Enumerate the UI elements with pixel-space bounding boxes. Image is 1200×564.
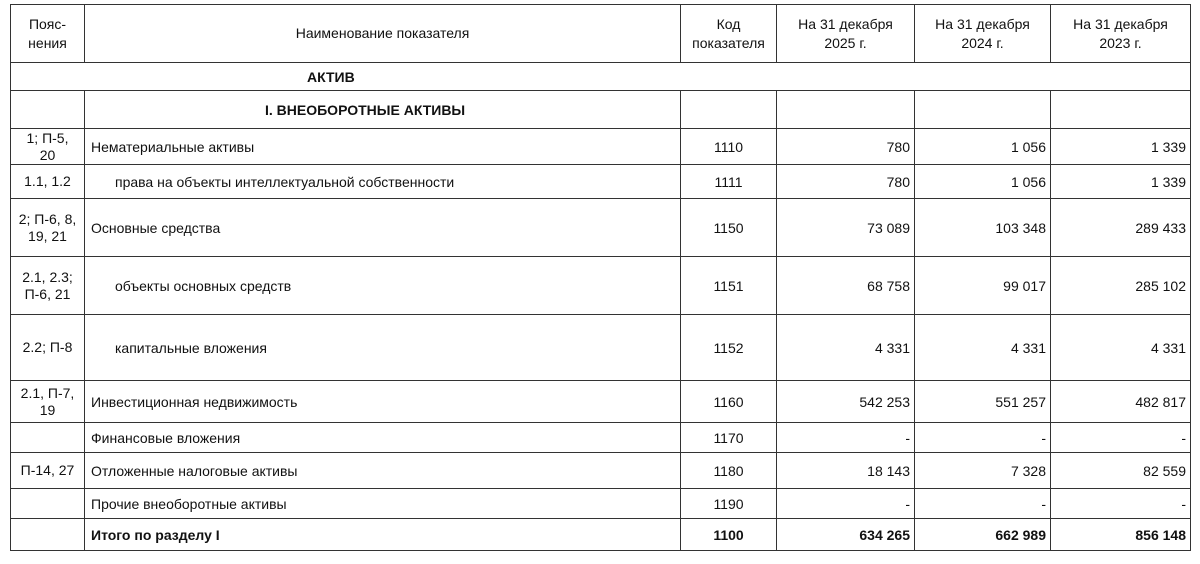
table-row <box>11 381 1191 423</box>
header-2025: На 31 декабря 2025 г. <box>777 5 915 63</box>
cell-indicator-name: Итого по разделу I <box>85 519 681 551</box>
cell-2025: 73 089 <box>777 199 915 257</box>
cell-2024: 7 328 <box>915 453 1051 489</box>
header-indicator-name: Наименование показателя <box>85 5 681 63</box>
section-asset-row <box>11 63 1191 91</box>
cell-2023: 482 817 <box>1051 381 1191 423</box>
cell-2025: - <box>777 423 915 453</box>
section-noncurrent-row <box>11 91 1191 129</box>
cell-notes: 2; П-6, 8, 19, 21 <box>11 199 85 257</box>
cell-2023: 1 339 <box>1051 129 1191 165</box>
table-row <box>11 165 1191 199</box>
cell-2023: 289 433 <box>1051 199 1191 257</box>
cell-indicator-name: права на объекты интеллектуальной собственности <box>85 165 681 199</box>
cell-indicator-code: 1100 <box>681 519 777 551</box>
table-row <box>11 257 1191 315</box>
cell-2024: - <box>915 489 1051 519</box>
cell-notes <box>11 519 85 551</box>
cell-indicator-code: 1170 <box>681 423 777 453</box>
cell-notes: 1.1, 1.2 <box>11 165 85 199</box>
cell-2023: 4 331 <box>1051 315 1191 381</box>
cell-indicator-code: 1152 <box>681 315 777 381</box>
cell-2025: 68 758 <box>777 257 915 315</box>
header-row <box>11 5 1191 63</box>
cell-indicator-code: 1190 <box>681 489 777 519</box>
cell-notes: П-14, 27 <box>11 453 85 489</box>
cell-notes <box>11 423 85 453</box>
cell-notes: 2.1, 2.3; П-6, 21 <box>11 257 85 315</box>
header-indicator-code: Код показателя <box>681 5 777 63</box>
section-asset: АКТИВ <box>11 63 1191 91</box>
cell-indicator-name: Инвестиционная недвижимость <box>85 381 681 423</box>
table-row <box>11 453 1191 489</box>
cell-2025: 780 <box>777 165 915 199</box>
cell-2024: 4 331 <box>915 315 1051 381</box>
cell-indicator-code: 1160 <box>681 381 777 423</box>
header-2023: На 31 декабря 2023 г. <box>1051 5 1191 63</box>
cell-2023: - <box>1051 423 1191 453</box>
cell-notes: 2.2; П-8 <box>11 315 85 381</box>
table-row <box>11 199 1191 257</box>
table-body <box>11 129 1191 551</box>
table-row <box>11 315 1191 381</box>
cell-2024: 551 257 <box>915 381 1051 423</box>
cell-notes <box>11 489 85 519</box>
cell-2024: 1 056 <box>915 129 1051 165</box>
cell-2025: - <box>777 489 915 519</box>
cell-2025: 542 253 <box>777 381 915 423</box>
cell-2023: - <box>1051 489 1191 519</box>
cell-2025: 780 <box>777 129 915 165</box>
cell-indicator-code: 1151 <box>681 257 777 315</box>
cell-2025: 18 143 <box>777 453 915 489</box>
header-notes: Пояс- нения <box>11 5 85 63</box>
cell-indicator-code: 1110 <box>681 129 777 165</box>
cell-indicator-name: объекты основных средств <box>85 257 681 315</box>
cell-2023: 1 339 <box>1051 165 1191 199</box>
cell-notes: 1; П-5, 20 <box>11 129 85 165</box>
cell-notes: 2.1, П-7, 19 <box>11 381 85 423</box>
cell-2024: 662 989 <box>915 519 1051 551</box>
section-noncurrent: I. ВНЕОБОРОТНЫЕ АКТИВЫ <box>85 91 681 129</box>
cell-indicator-name: Отложенные налоговые активы <box>85 453 681 489</box>
table-row <box>11 423 1191 453</box>
cell-indicator-code: 1180 <box>681 453 777 489</box>
cell-indicator-name: Нематериальные активы <box>85 129 681 165</box>
cell-2023: 856 148 <box>1051 519 1191 551</box>
table-row <box>11 489 1191 519</box>
table-row <box>11 519 1191 551</box>
cell-2025: 4 331 <box>777 315 915 381</box>
cell-2025: 634 265 <box>777 519 915 551</box>
cell-2024: 99 017 <box>915 257 1051 315</box>
cell-2024: 103 348 <box>915 199 1051 257</box>
table-row <box>11 129 1191 165</box>
cell-2024: 1 056 <box>915 165 1051 199</box>
cell-indicator-name: Финансовые вложения <box>85 423 681 453</box>
cell-indicator-name: Основные средства <box>85 199 681 257</box>
cell-indicator-name: капитальные вложения <box>85 315 681 381</box>
balance-sheet-table <box>10 4 1191 551</box>
cell-2023: 82 559 <box>1051 453 1191 489</box>
cell-2024: - <box>915 423 1051 453</box>
header-2024: На 31 декабря 2024 г. <box>915 5 1051 63</box>
cell-indicator-code: 1111 <box>681 165 777 199</box>
cell-indicator-name: Прочие внеоборотные активы <box>85 489 681 519</box>
cell-2023: 285 102 <box>1051 257 1191 315</box>
cell-indicator-code: 1150 <box>681 199 777 257</box>
